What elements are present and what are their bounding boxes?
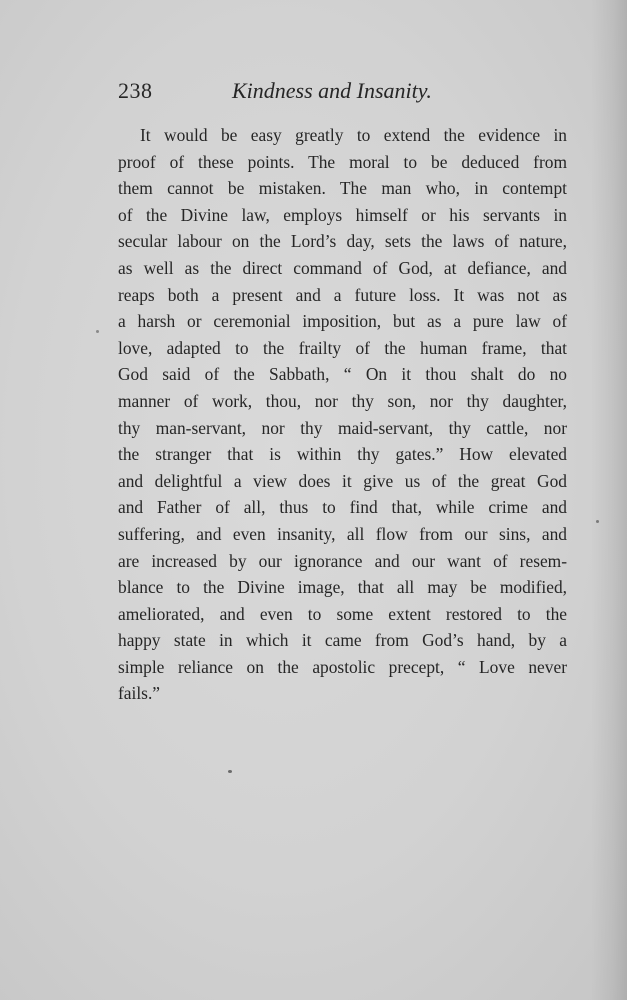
text-line: proof of these points. The moral to be deduced from — [118, 151, 567, 172]
text-line: fails.” — [118, 683, 161, 704]
body-paragraph — [118, 122, 567, 707]
page-header — [118, 78, 458, 108]
text-line: thy man-servant, nor thy maid-servant, thy cattle, nor — [118, 417, 567, 438]
text-line: as well as the direct command of God, at defiance, and — [118, 257, 567, 278]
page-number: 238 — [118, 78, 153, 103]
text-line: suffering, and even insanity, all flow from our sins, and — [118, 523, 567, 544]
running-title: Kindness and Insanity. — [232, 78, 432, 103]
text-line: are increased by our ignorance and our want of resem- — [118, 550, 567, 571]
text-line: reaps both a present and a future loss. It was not as — [118, 284, 567, 305]
text-line: It would be easy greatly to extend the evidence in — [140, 125, 567, 145]
text-line: them cannot be mistaken. The man who, in contempt — [118, 178, 567, 199]
text-line: the stranger that is within thy gates.” How elevated — [118, 444, 567, 465]
text-line: a harsh or ceremonial imposition, but as a pure law of — [118, 311, 567, 332]
text-line: secular labour on the Lord’s day, sets the laws of nature, — [118, 231, 567, 252]
text-line: happy state in which it came from God’s hand, by a — [118, 630, 567, 651]
page-edge-shadow — [591, 0, 627, 1000]
text-line: simple reliance on the apostolic precept, “ Love never — [118, 656, 567, 677]
ink-speck — [596, 520, 599, 523]
text-line: manner of work, thou, nor thy son, nor thy daughter, — [118, 390, 567, 411]
ink-speck — [96, 330, 99, 333]
text-line: love, adapted to the frailty of the human frame, that — [118, 337, 567, 358]
text-line: God said of the Sabbath, “ On it thou shalt do no — [118, 364, 567, 385]
text-line: blance to the Divine image, that all may be modified, — [118, 577, 567, 598]
text-line: and Father of all, thus to find that, while crime and — [118, 497, 567, 518]
ink-speck — [228, 770, 232, 773]
text-line: ameliorated, and even to some extent restored to the — [118, 603, 567, 624]
text-line: of the Divine law, employs himself or his servants in — [118, 204, 567, 225]
text-line: and delightful a view does it give us of the great God — [118, 470, 567, 491]
